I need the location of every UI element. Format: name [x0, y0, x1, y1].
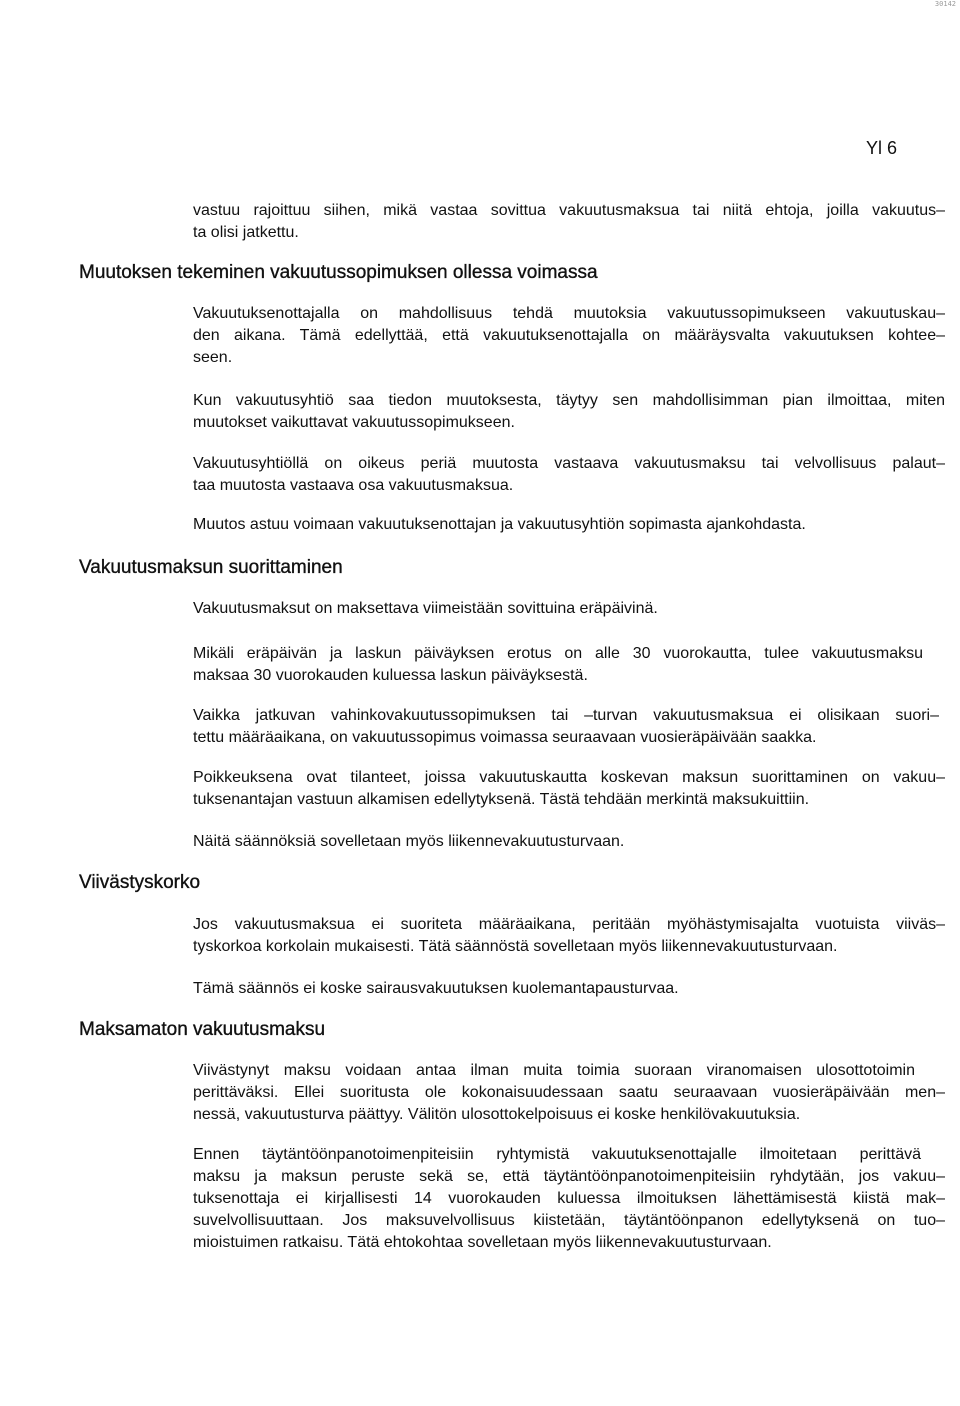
page-number: Yl 6 [866, 138, 898, 158]
text-line: muutokset vaikuttavat vakuutussopimukseen. [193, 414, 515, 431]
paragraph [193, 303, 945, 369]
paragraph [193, 453, 945, 497]
paragraph [193, 914, 945, 958]
text-line: nessä, vakuutusturva päättyy. Välitön ulosottokelpoisuus ei koske henkilövakuutuksia. [193, 1106, 801, 1123]
paragraph [193, 1060, 945, 1126]
text-line: Jos vakuutusmaksua ei suoriteta määräaikana, peritään myöhästymisajalta vuotuista viiväs– [193, 916, 945, 933]
text-line: Ennen täytäntöönpanotoimenpiteisiin ryhtymistä vakuutuksenottajalle ilmoitetaan perittävä [193, 1146, 921, 1163]
intro-paragraph [193, 200, 945, 244]
text-line: Vaikka jatkuvan vahinkovakuutussopimuksen tai –turvan vakuutusmaksua ei olisikaan suori– [193, 707, 939, 724]
section-heading-muutoksen: Muutoksen tekeminen vakuutussopimuksen ollessa voimassa [79, 262, 598, 283]
text-line: den aikana. Tämä edellyttää, että vakuutuksenottajalla on määräysvalta vakuutuksen kohtee– [193, 327, 945, 344]
section-heading-maksamaton: Maksamaton vakuutusmaksu [79, 1019, 326, 1040]
text-line: Kun vakuutusyhtiö saa tiedon muutoksesta, täytyy sen mahdollisimman pian ilmoittaa, miten [193, 392, 945, 409]
text-line: tettu määräaikana, on vakuutussopimus voimassa seuraavaan vuosieräpäivään saakka. [193, 729, 817, 746]
paragraph [193, 705, 945, 749]
text-line: suvelvollisuuttaan. Jos maksuvelvollisuus kiistetään, täytäntöönpanon edellytyksenä on tuo– [193, 1212, 945, 1229]
text-line: tuksenottaja ei kirjallisesti 14 vuorokauden kuluessa ilmoituksen lähettämisestä kiistä mak– [193, 1190, 945, 1207]
text-line: taa muutosta vastaava osa vakuutusmaksua. [193, 477, 514, 494]
paragraph [193, 978, 945, 1000]
text-line: Vakuutusyhtiöllä on oikeus periä muutosta vastaava vakuutusmaksu tai velvollisuus palaut– [193, 455, 945, 472]
text-line: Tämä säännös ei koske sairausvakuutuksen kuolemantapausturvaa. [193, 980, 679, 997]
text-line: seen. [193, 349, 233, 366]
paragraph [193, 831, 945, 853]
paragraph [193, 514, 945, 536]
text-line: Muutos astuu voimaan vakuutuksenottajan ja vakuutusyhtiön sopimasta ajankohdasta. [193, 516, 806, 533]
text-line: Viivästynyt maksu voidaan antaa ilman muita toimia suoraan viranomaisen ulosottotoimin [193, 1062, 915, 1079]
paragraph [193, 643, 945, 687]
section-heading-viivastyskorko: Viivästyskorko [79, 872, 201, 893]
text-line: mioistuimen ratkaisu. Tätä ehtokohtaa sovelletaan myös liikennevakuutusturvaan. [193, 1234, 772, 1251]
text-line: Mikäli eräpäivän ja laskun päiväyksen erotus on alle 30 vuorokautta, tulee vakuutusmaksu [193, 645, 923, 662]
text-line: Vakuutuksenottajalla on mahdollisuus tehdä muutoksia vakuutussopimukseen vakuutuskau– [193, 305, 945, 322]
text-line: vastuu rajoittuu siihen, mikä vastaa sovittua vakuutusmaksua tai niitä ehtoja, joilla vakuutus– [193, 202, 945, 219]
text-line: ta olisi jatkettu. [193, 224, 299, 241]
text-line: perittäväksi. Ellei suoritusta ole kokonaisuudessaan saatu seuraavaan vuosieräpäivään men– [193, 1084, 945, 1101]
text-line: tyskorkoa korkolain mukaisesti. Tätä säännöstä sovelletaan myös liikennevakuutusturvaan. [193, 938, 838, 955]
section-heading-suorittaminen: Vakuutusmaksun suorittaminen [79, 557, 343, 578]
paragraph [193, 1144, 945, 1254]
text-line: Näitä säännöksiä sovelletaan myös liikennevakuutusturvaan. [193, 833, 625, 850]
paragraph [193, 598, 945, 620]
text-line: Vakuutusmaksut on maksettava viimeistään sovittuina eräpäivinä. [193, 600, 658, 617]
text-line: tuksenantajan vastuun alkamisen edellytyksenä. Tästä tehdään merkintä maksukuittiin. [193, 791, 810, 808]
text-line: maksaa 30 vuorokauden kuluessa laskun päiväyksestä. [193, 667, 588, 684]
paragraph [193, 767, 945, 811]
document-code: 30142 [934, 0, 956, 8]
paragraph [193, 390, 945, 434]
text-line: Poikkeuksena ovat tilanteet, joissa vakuutuskautta koskevan maksun suorittaminen on vakuu– [193, 769, 945, 786]
text-line: maksu ja maksun peruste sekä se, että täytäntöönpanotoimenpiteisiin ryhdytään, jos vakuu– [193, 1168, 945, 1185]
